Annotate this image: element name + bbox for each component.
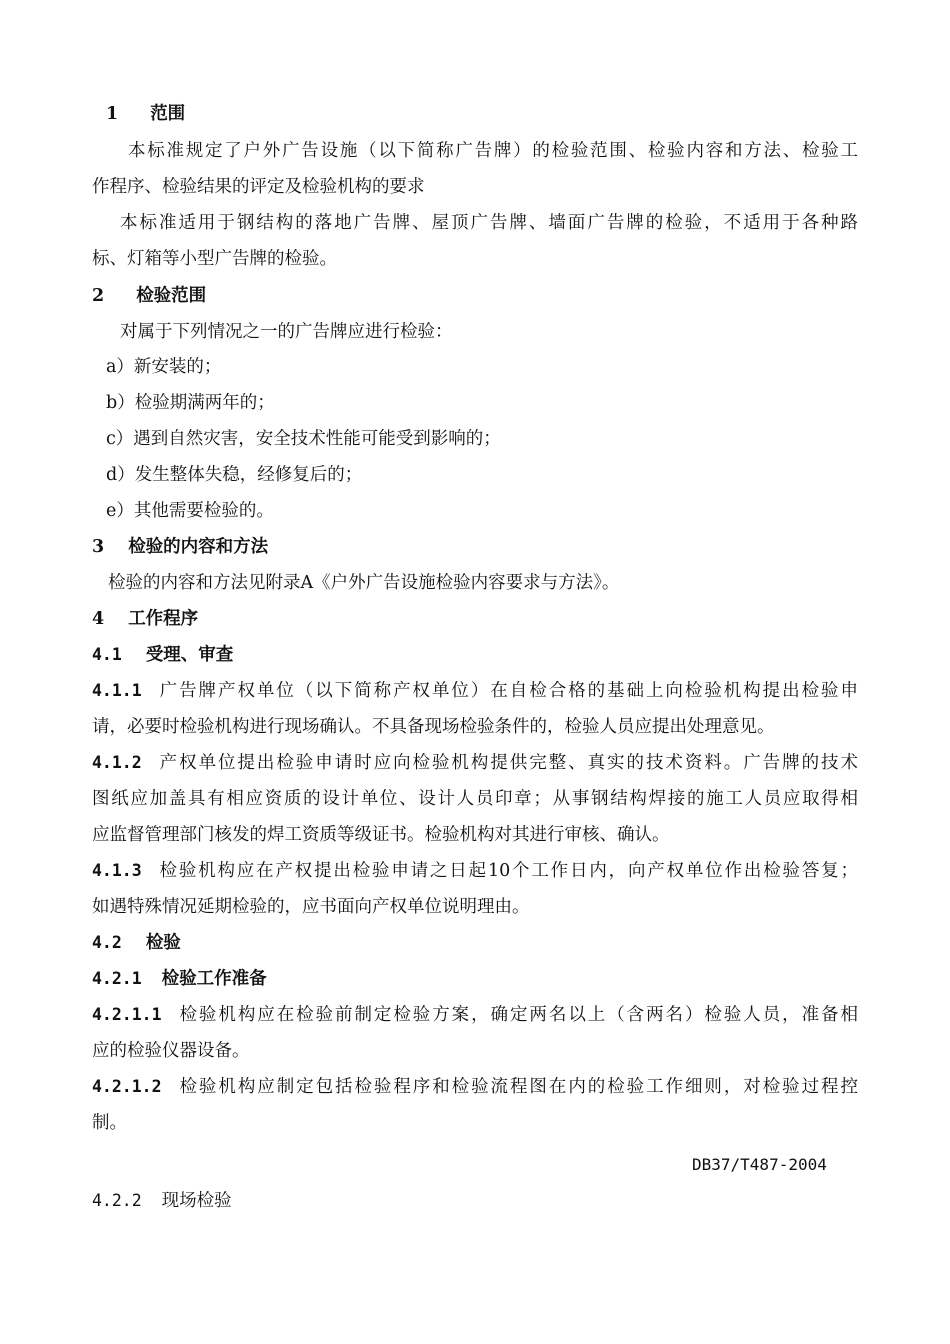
paragraph-line: 本标准适用于钢结构的落地广告牌、屋顶广告牌、墙面广告牌的检验，不适用于各种路 bbox=[120, 213, 858, 233]
section-number: 4.2.1 bbox=[92, 969, 142, 988]
section-title: 检验的内容和方法 bbox=[128, 537, 269, 557]
list-item: e）其他需要检验的。 bbox=[106, 501, 274, 521]
section-title: 工作程序 bbox=[128, 609, 199, 629]
section-4-heading bbox=[92, 607, 862, 631]
paragraph-line bbox=[92, 859, 858, 883]
section-3-heading bbox=[92, 535, 862, 559]
section-title: 检验范围 bbox=[136, 286, 207, 306]
section-number: 4.1 bbox=[92, 645, 122, 664]
section-4-1-heading bbox=[92, 643, 862, 667]
clause-number: 4.2.1.1 bbox=[92, 1005, 162, 1024]
paragraph-line bbox=[92, 751, 858, 775]
paragraph-line: 对属于下列情况之一的广告牌应进行检验： bbox=[120, 322, 453, 342]
paragraph-line: 如遇特殊情况延期检验的，应书面向产权单位说明理由。 bbox=[92, 897, 530, 917]
clause-number: 4.1.2 bbox=[92, 753, 142, 772]
section-4-2-1-heading bbox=[92, 967, 862, 991]
paragraph-line: 应监督管理部门核发的焊工资质等级证书。检验机构对其进行审核、确认。 bbox=[92, 825, 670, 845]
section-title: 检验工作准备 bbox=[161, 969, 267, 989]
section-1-heading bbox=[106, 102, 876, 126]
section-number: 4 bbox=[92, 609, 105, 629]
clause-text: 检验机构应在产权提出检验申请之日起10个工作日内，向产权单位作出检验答复； bbox=[157, 861, 858, 881]
clause-text: 产权单位提出检验申请时应向检验机构提供完整、真实的技术资料。广告牌的技术 bbox=[157, 753, 858, 773]
list-item: d）发生整体失稳，经修复后的； bbox=[106, 465, 363, 485]
clause-number: 4.1.3 bbox=[92, 861, 142, 880]
list-item: b）检验期满两年的； bbox=[106, 393, 275, 413]
paragraph-line: 制。 bbox=[92, 1113, 127, 1133]
clause-text: 检验机构应在检验前制定检验方案，确定两名以上（含两名）检验人员，准备相 bbox=[177, 1005, 858, 1025]
paragraph-line: 应的检验仪器设备。 bbox=[92, 1041, 250, 1061]
section-4-2-2-heading bbox=[92, 1189, 862, 1213]
list-item: a）新安装的； bbox=[106, 357, 222, 377]
paragraph-line: 本标准规定了户外广告设施（以下简称广告牌）的检验范围、检验内容和方法、检验工 bbox=[128, 141, 858, 161]
section-title: 检验 bbox=[145, 933, 181, 953]
section-4-2-heading bbox=[92, 931, 862, 955]
section-title: 现场检验 bbox=[161, 1191, 232, 1211]
section-title: 受理、审查 bbox=[145, 645, 234, 665]
section-number: 1 bbox=[106, 104, 119, 124]
paragraph-line: 标、灯箱等小型广告牌的检验。 bbox=[92, 249, 337, 269]
paragraph-line: 检验的内容和方法见附录A《户外广告设施检验内容要求与方法》。 bbox=[108, 573, 620, 593]
section-number: 4.2.2 bbox=[92, 1191, 142, 1210]
section-number: 3 bbox=[92, 537, 105, 557]
clause-text: 广告牌产权单位（以下简称产权单位）在自检合格的基础上向检验机构提出检验申 bbox=[157, 681, 858, 701]
paragraph-line bbox=[92, 1003, 858, 1027]
section-2-heading bbox=[92, 284, 862, 308]
section-number: 4.2 bbox=[92, 933, 122, 952]
standard-code: DB37/T487-2004 bbox=[692, 1155, 827, 1174]
paragraph-line bbox=[92, 1075, 858, 1099]
clause-text: 检验机构应制定包括检验程序和检验流程图在内的检验工作细则，对检验过程控 bbox=[177, 1077, 858, 1097]
paragraph-line: 作程序、检验结果的评定及检验机构的要求 bbox=[92, 177, 425, 197]
clause-number: 4.1.1 bbox=[92, 681, 142, 700]
section-number: 2 bbox=[92, 286, 105, 306]
clause-number: 4.2.1.2 bbox=[92, 1077, 162, 1096]
paragraph-line bbox=[92, 679, 858, 703]
list-item: c）遇到自然灾害，安全技术性能可能受到影响的； bbox=[106, 429, 501, 449]
paragraph-line: 图纸应加盖具有相应资质的设计单位、设计人员印章；从事钢结构焊接的施工人员应取得相 bbox=[92, 789, 858, 809]
paragraph-line: 请，必要时检验机构进行现场确认。不具备现场检验条件的，检验人员应提出处理意见。 bbox=[92, 717, 775, 737]
section-title: 范围 bbox=[150, 104, 186, 124]
